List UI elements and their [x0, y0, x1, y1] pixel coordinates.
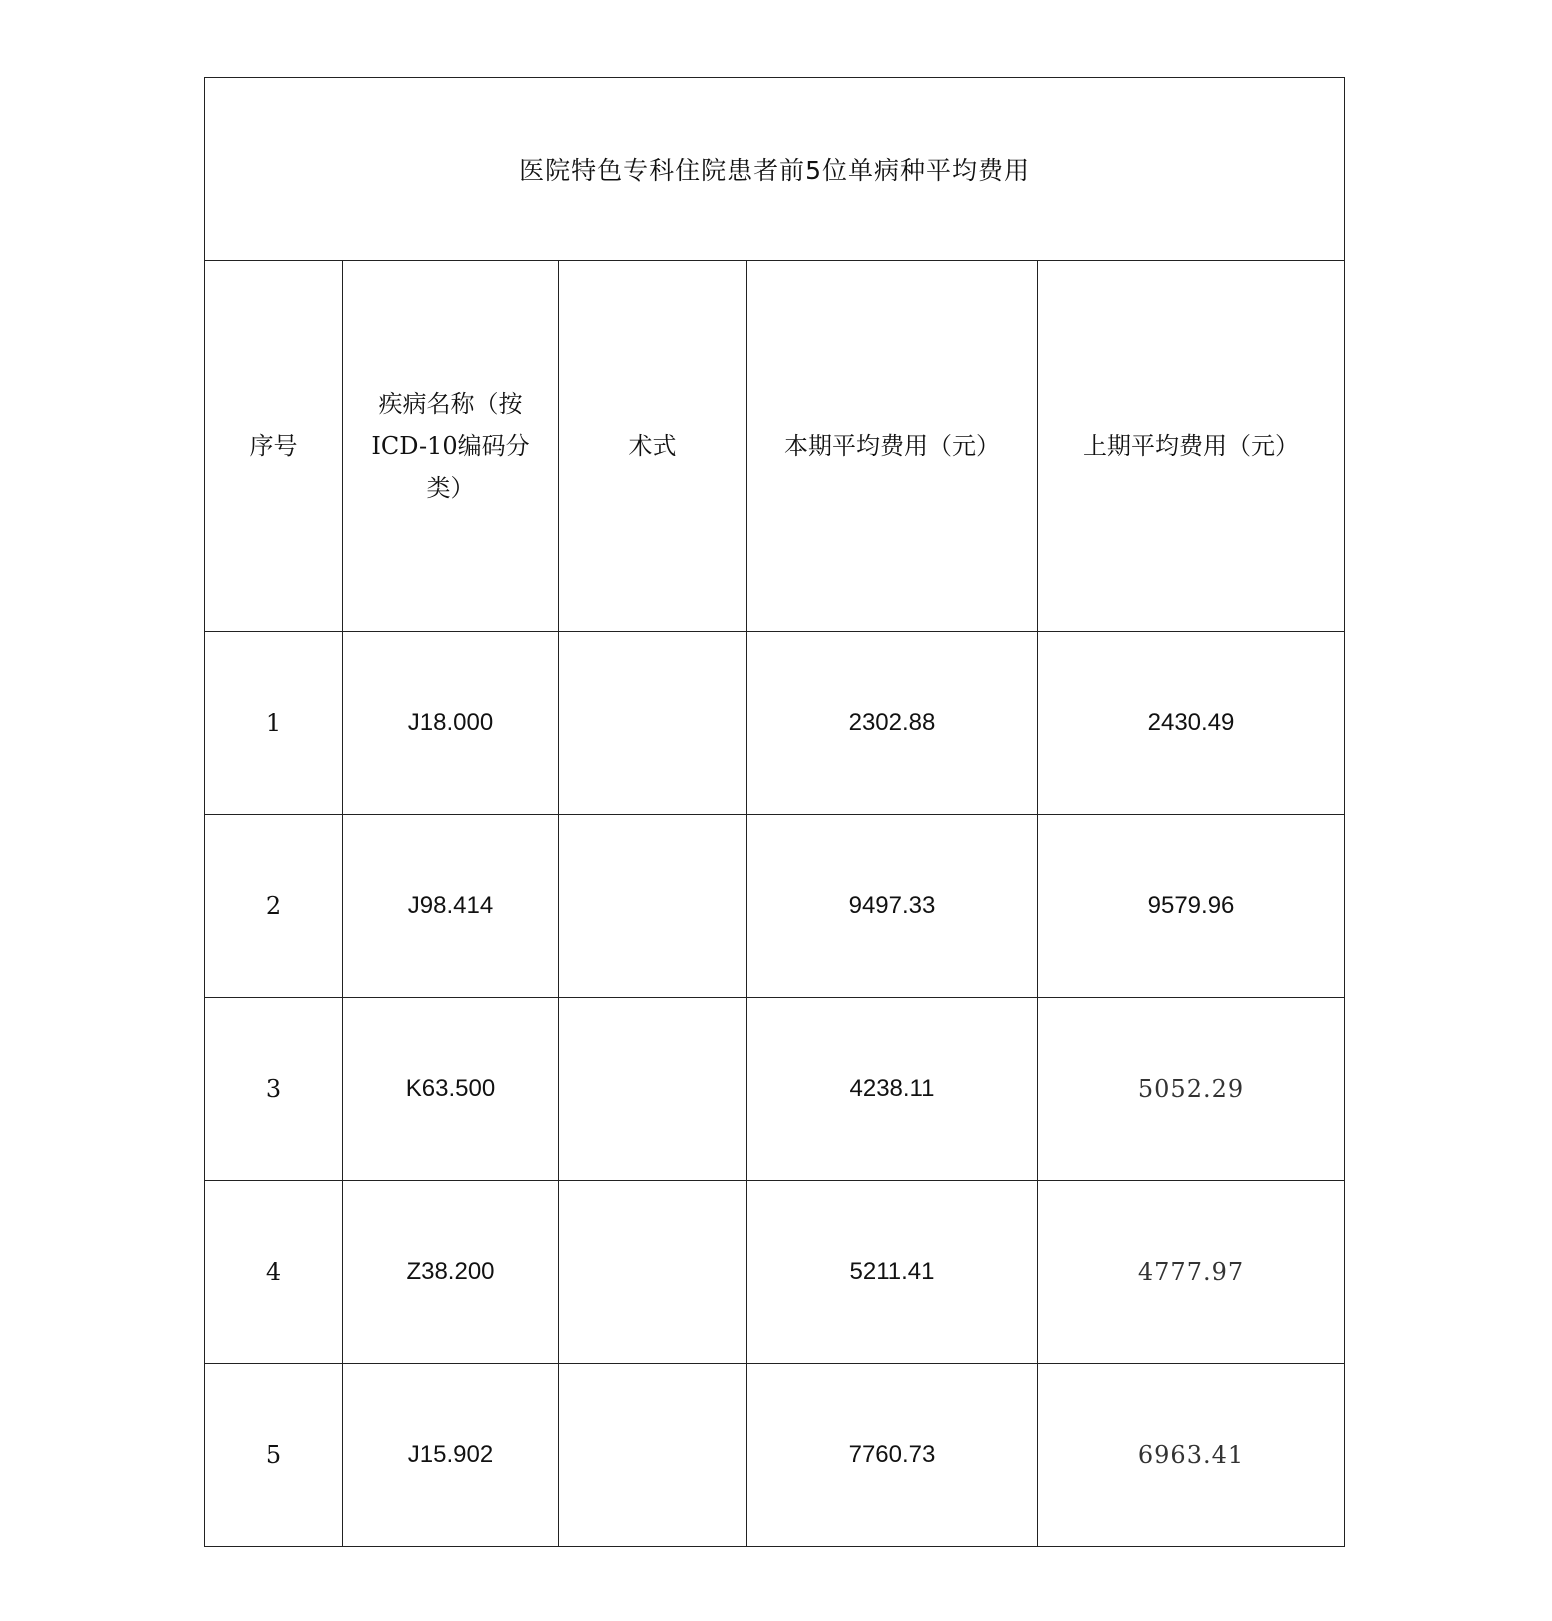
row-index: 4 [205, 1181, 343, 1364]
row-index: 3 [205, 998, 343, 1181]
row-current-cost: 7760.73 [747, 1364, 1038, 1547]
row-code: Z38.200 [343, 1181, 559, 1364]
row-code: J15.902 [343, 1364, 559, 1547]
header-index: 序号 [205, 261, 343, 632]
table-header-row [205, 261, 1345, 632]
table-row [205, 632, 1345, 815]
row-previous-cost: 5052.29 [1038, 998, 1345, 1181]
row-current-cost: 4238.11 [747, 998, 1038, 1181]
header-current-avg-cost: 本期平均费用（元） [747, 261, 1038, 632]
row-index: 1 [205, 632, 343, 815]
header-procedure: 术式 [559, 261, 747, 632]
table-row [205, 1181, 1345, 1364]
row-procedure [559, 815, 747, 998]
table-row [205, 815, 1345, 998]
row-previous-cost: 6963.41 [1038, 1364, 1345, 1547]
cost-table [204, 77, 1345, 1547]
row-procedure [559, 632, 747, 815]
row-procedure [559, 1364, 747, 1547]
row-code: J18.000 [343, 632, 559, 815]
row-previous-cost: 2430.49 [1038, 632, 1345, 815]
table-title: 医院特色专科住院患者前5位单病种平均费用 [205, 78, 1345, 261]
row-previous-cost: 4777.97 [1038, 1181, 1345, 1364]
row-procedure [559, 1181, 747, 1364]
row-procedure [559, 998, 747, 1181]
header-previous-avg-cost: 上期平均费用（元） [1038, 261, 1345, 632]
row-index: 2 [205, 815, 343, 998]
table-row [205, 1364, 1345, 1547]
header-disease-name [343, 261, 559, 632]
row-current-cost: 5211.41 [747, 1181, 1038, 1364]
row-previous-cost: 9579.96 [1038, 815, 1345, 998]
row-code: K63.500 [343, 998, 559, 1181]
row-code: J98.414 [343, 815, 559, 998]
row-current-cost: 2302.88 [747, 632, 1038, 815]
row-current-cost: 9497.33 [747, 815, 1038, 998]
row-index: 5 [205, 1364, 343, 1547]
header-disease-name-text: 疾病名称（按ICD-10编码分类） [371, 390, 530, 502]
table-title-row [205, 78, 1345, 261]
table-row [205, 998, 1345, 1181]
